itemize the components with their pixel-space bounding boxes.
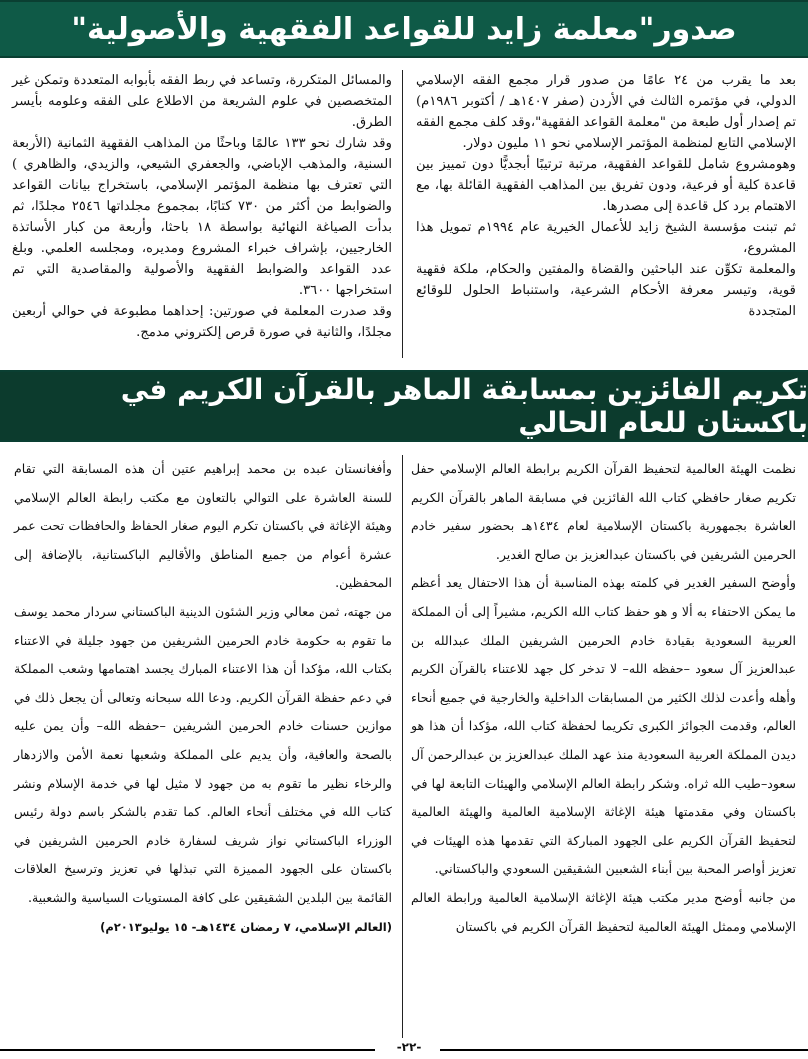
footer-rule	[440, 1049, 808, 1051]
section2-title-banner	[0, 370, 808, 442]
source-citation: (العالم الإسلامي، ٧ رمضان ١٤٣٤هـ- ١٥ يوليو٢٠١٣م)	[100, 919, 392, 934]
section1-left-column	[12, 70, 392, 358]
section1-paragraph: وهومشروع شامل للقواعد الفقهية، مرتبة ترتيبًا أبجديًّا دون تمييز بين قاعدة كلية أو فرعية، ودون تفريق بين المذاهب الفقهية القائلة بها، مع الاهتمام برد كل قاعدة إلى مصدرها.	[416, 157, 796, 214]
footer-rule	[0, 1049, 375, 1051]
section2-left-column	[14, 455, 392, 941]
column-divider	[402, 455, 403, 1038]
section1-right-column	[416, 70, 796, 358]
section1-paragraph: وقد شارك نحو ١٣٣ عالمًا وباحثًا من المذاهب الفقهية الثمانية (الأربعة السنية، والمذهب الإباضي، والجعفري الشيعي، والزيدي، والظاهري ) التي تعترف بها منظمة المؤتمر الإسلامي، باستخراج بيانات القواعد والضوابط من أكثر من ٧٣٠ كتابًا، بمجموع مجلداتها ٢٥٤٦ مجلدًا، ثم بدأت الصياغة النهائية بواسطة ١٨ باحثا، وأربعة من كبار الأساتذة الخارجيين، بإشراف خبراء المشروع ومديره، ومجلسه العلمي. وبلغ عدد القواعد والضوابط الفقهية والأصولية والمقاصدية التي تم استخراجها ٣٦٠٠.	[12, 136, 392, 298]
section2-paragraph: من جهته، ثمن معالي وزير الشئون الدينية الباكستاني سردار محمد يوسف ما تقوم به حكومة خادم الحرمين الشريفين من جهود جليلة في الاعتناء بكتاب الله، مؤكدا أن هذا الاعتناء المبارك يجسد اهتمامها وشعب المملكة في دعم حفظة القرآن الكريم. ودعا الله سبحانه وتعالى أن يجعل ذلك في موازين حسنات خادم الحرمين الشريفين –حفظه الله– وأن يمن عليه بالصحة والعافية، وأن يديم على المملكة وشعبها نعمة الأمن والازدهار والرخاء نظير ما تقوم به من جهود لا مثيل لها في خدمة الإسلام ونشر كتاب الله في مختلف أنحاء العالم. كما تقدم بالشكر باسم دولة رئيس الوزراء الباكستاني نواز شريف لسفارة خادم الحرمين الشريفين في باكستان على الجهود المميزة التي تبذلها في تعزيز وترسيخ العلاقات القائمة بين البلدين الشقيقين على كافة المستويات السياسية والشعبية.	[14, 603, 392, 905]
section2-title: تكريم الفائزين بمسابقة الماهر بالقرآن الكريم في باكستان للعام الحالي	[120, 373, 808, 439]
section1-title-banner	[0, 0, 808, 58]
section2-paragraph: وأوضح السفير الغدير في كلمته بهذه المناسبة أن هذا الاحتفال يعد أعظم ما يمكن الاحتفاء به ألا و هو حفظ كتاب الله الكريم، مشيراً إلى أن المملكة العربية السعودية بقيادة خادم الحرمين الشريفين الملك عبدالله بن عبدالعزيز آل سعود –حفظه الله– لا تدخر كل جهد للاعتناء بالقرآن الكريم وأهله وأعدت لذلك الكثير من المسابقات الداخلية والخارجية في جميع أنحاء العالم، وقدمت الجوائز الكبرى تكريما لحفظة كتاب الله، مؤكدا أن هذا هو ديدن المملكة العربية السعودية منذ عهد الملك عبدالعزيز بن عبدالرحمن آل سعود–طيب الله ثراه. وشكر رابطة العالم الإسلامي والهيئات التابعة لها في باكستان وفي مقدمتها هيئة الإغاثة الإسلامية العالمية والهيئة العالمية لتحفيظ القرآن الكريم على الجهود المباركة التي تقدمها هذه الهيئات في تعزيز أواصر المحبة بين أبناء الشعبين الشقيقين السعودي والباكستاني.	[411, 575, 796, 877]
page-number: -٢٢-	[384, 1040, 434, 1054]
section1-paragraph: ثم تبنت مؤسسة الشيخ زايد للأعمال الخيرية عام ١٩٩٤م تمويل هذا المشروع،	[416, 220, 796, 256]
section1-paragraph: والمعلمة تكوِّن عند الباحثين والقضاة والمفتين والحكام، ملكة فقهية قوية، وتيسر معرفة الأحكام الشرعية، واستنباط الحلول للوقائع المتجددة	[416, 262, 796, 319]
section1-paragraph: بعد ما يقرب من ٢٤ عامًا من صدور قرار مجمع الفقه الإسلامي الدولي، في مؤتمره الثالث في الأردن (صفر ١٤٠٧هـ / أكتوبر ١٩٨٦م) تم إصدار أول طبعة من "معلمة القواعد الفقهية"،وقد كلف مجمع الفقه الإسلامي التابع لمنظمة المؤتمر الإسلامي نحو ١١ مليون دولار.	[416, 73, 796, 151]
section2-right-column	[411, 455, 796, 941]
section1-title: صدور"معلمة زايد للقواعد الفقهية والأصولية"	[71, 11, 737, 47]
section1-paragraph: والمسائل المتكررة، وتساعد في ربط الفقه بأبوابه المتعددة وتمكن غير المتخصصين في علوم الشريعة من الاطلاع على الفقه وعلومه بأيسر الطرق.	[12, 73, 392, 130]
column-divider	[402, 70, 403, 358]
section2-paragraph: من جانبه أوضح مدير مكتب هيئة الإغاثة الإسلامية العالمية ورابطة العالم الإسلامي وممثل الهيئة العالمية لتحفيظ القرآن الكريم في باكستان	[411, 889, 796, 934]
section2-paragraph: وأفغانستان عبده بن محمد إبراهيم عتين أن هذه المسابقة التي تقام للسنة العاشرة على التوالي بالتعاون مع مكتب رابطة العالم الإسلامي وهيئة الإغاثة في باكستان تكرم اليوم صغار الحفاظ والحافظات تحت عمر عشرة أعوام من جميع المناطق والأقاليم الباكستانية، بالإضافة إلى المحفظين.	[14, 461, 392, 591]
section2-paragraph: نظمت الهيئة العالمية لتحفيظ القرآن الكريم برابطة العالم الإسلامي حفل تكريم صغار حافظي كتاب الله الفائزين في مسابقة الماهر بالقرآن الكريم العاشرة بجمهورية باكستان الإسلامية لعام ١٤٣٤هـ بحضور سفير خادم الحرمين الشريفين في باكستان عبدالعزيز بن صالح الغدير.	[411, 461, 797, 562]
section1-paragraph: وقد صدرت المعلمة في صورتين: إحداهما مطبوعة في حوالي أربعين مجلدًا، والثانية في صورة قرص إلكتروني مدمج.	[12, 304, 392, 340]
